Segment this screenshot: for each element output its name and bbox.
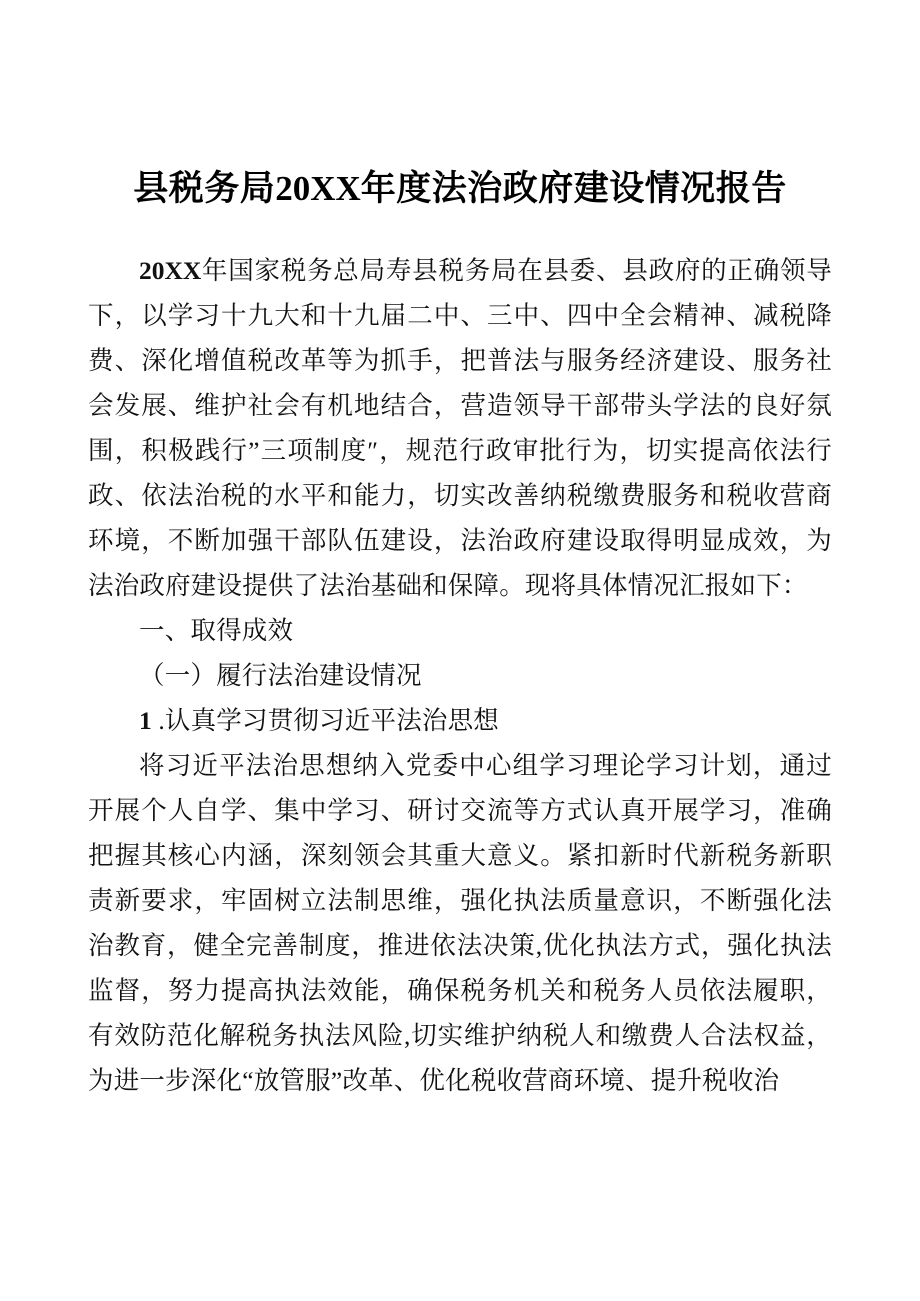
intro-year: 20XX [139, 256, 202, 285]
page-title [60, 165, 860, 213]
item-heading-text: .认真学习贯彻习近平法治思想 [151, 706, 500, 735]
section-heading-1: 一、取得成效 [139, 616, 294, 645]
item-number: 1 [139, 706, 152, 735]
item-heading-1 [88, 698, 832, 743]
intro-paragraph [88, 248, 832, 608]
title-year: 20XX [275, 169, 361, 209]
title-suffix: 年度法治政府建设情况报告 [360, 169, 787, 209]
subsection-heading-1: （一）履行法治建设情况 [139, 661, 422, 690]
document-body [88, 248, 832, 1103]
intro-paragraph-text: 年国家税务总局寿县税务局在县委、县政府的正确领导下，以学习十九大和十九届二中、三中、四中全会精神、减税降费、深化增值税改革等为抓手，把普法与服务经济建设、服务社会发展、维护社会有机地结合，营造领导干部带头学法的良好氛围，积极践行”三项制度″，规范行政审批行为，切实提高依法行政、依法治税的水平和能力，切实改善纳税缴费服务和税收营商环境，不断加强干部队伍建设，法治政府建设取得明显成效，为法治政府建设提供了法治基础和保障。现将具体情况汇报如下： [88, 256, 832, 600]
item-1-paragraph: 将习近平法治思想纳入党委中心组学习理论学习计划，通过开展个人自学、集中学习、研讨交流等方式认真开展学习，准确把握其核心内涵，深刻领会其重大意义。紧扣新时代新税务新职责新要求，牢固树立法制思维，强化执法质量意识，不断强化法治教育，健全完善制度，推进依法决策,优化执法方式，强化执法监督，努力提高执法效能，确保税务机关和税务人员依法履职，有效防范化解税务执法风险,切实维护纳税人和缴费人合法权益，为进一步深化“放管服”改革、优化税收营商环境、提升税收治 [88, 751, 832, 1095]
title-prefix: 县税务局 [133, 169, 276, 209]
